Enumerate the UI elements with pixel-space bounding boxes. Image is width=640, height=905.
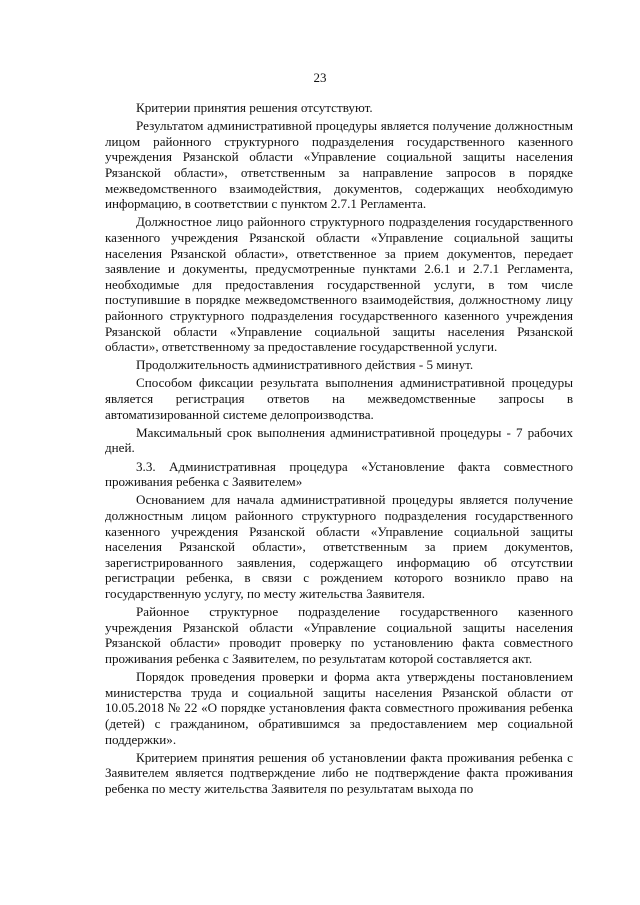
- paragraph-procedure-basis: Основанием для начала административной процедуры является получение должностным лицом районного структурного подразделения государственного казенного учреждения Рязанской области «Управление социальной защиты населения Рязанской области», ответственным за прием документов, зарегистрированного заявления, содержащего информацию об отсутствии регистрации ребенка, в связи с рождением которого возникло право на государственную услугу, по месту жительства Заявителя.: [105, 492, 573, 601]
- paragraph-check-procedure-order: Порядок проведения проверки и форма акта утверждены постановлением министерства труда и социальной защиты населения Рязанской области от 10.05.2018 № 22 «О порядке установления факта совместного проживания ребенка (детей) с гражданином, обратившимся за предоставлением мер социальной поддержки».: [105, 669, 573, 747]
- document-body: [105, 100, 573, 799]
- paragraph-decision-criterion: Критерием принятия решения об установлении факта проживания ребенка с Заявителем является подтверждение либо не подтверждение факта проживания ребенка по месту жительства Заявителя по результатам выхода по: [105, 749, 573, 796]
- paragraph-max-duration: Максимальный срок выполнения административной процедуры - 7 рабочих дней.: [105, 424, 573, 456]
- paragraph-official-transfers-documents: Должностное лицо районного структурного подразделения государственного казенного учреждения Рязанской области «Управление социальной защиты населения Рязанской области», ответственное за прием документов, передает заявление и документы, предусмотренные пунктами 2.6.1 и 2.7.1 Регламента, необходимые для предоставления государственной услуги, в том числе поступившие в порядке межведомственного взаимодействия, должностному лицу районного структурного подразделения государственного казенного учреждения Рязанской области «Управление социальной защиты населения Рязанской области», ответственному за предоставление государственной услуги.: [105, 214, 573, 355]
- paragraph-action-duration: Продолжительность административного действия - 5 минут.: [136, 357, 474, 373]
- paragraph-procedure-result: Результатом административной процедуры является получение должностным лицом районного структурного подразделения государственного казенного учреждения Рязанской области «Управление социальной защиты населения Рязанской области», ответственным за направление запросов в порядке межведомственного взаимодействия, документов, содержащих необходимую информацию, в соответствии с пунктом 2.7.1 Регламента.: [105, 118, 573, 212]
- paragraph-district-check: Районное структурное подразделение государственного казенного учреждения Рязанской области «Управление социальной защиты населения Рязанской области» проводит проверку по установлению факта совместного проживания ребенка с Заявителем, по результатам которой составляется акт.: [105, 604, 573, 666]
- paragraph-fixation-method: Способом фиксации результата выполнения административной процедуры является регистрация ответов на межведомственные запросы в автоматизированной системе делопроизводства.: [105, 375, 573, 422]
- paragraph-criteria-absent: Критерии принятия решения отсутствуют.: [136, 100, 373, 115]
- section-heading-3-3: 3.3. Административная процедура «Установление факта совместного проживания ребенка с Заявителем»: [105, 458, 573, 490]
- page-number: 23: [313, 70, 327, 85]
